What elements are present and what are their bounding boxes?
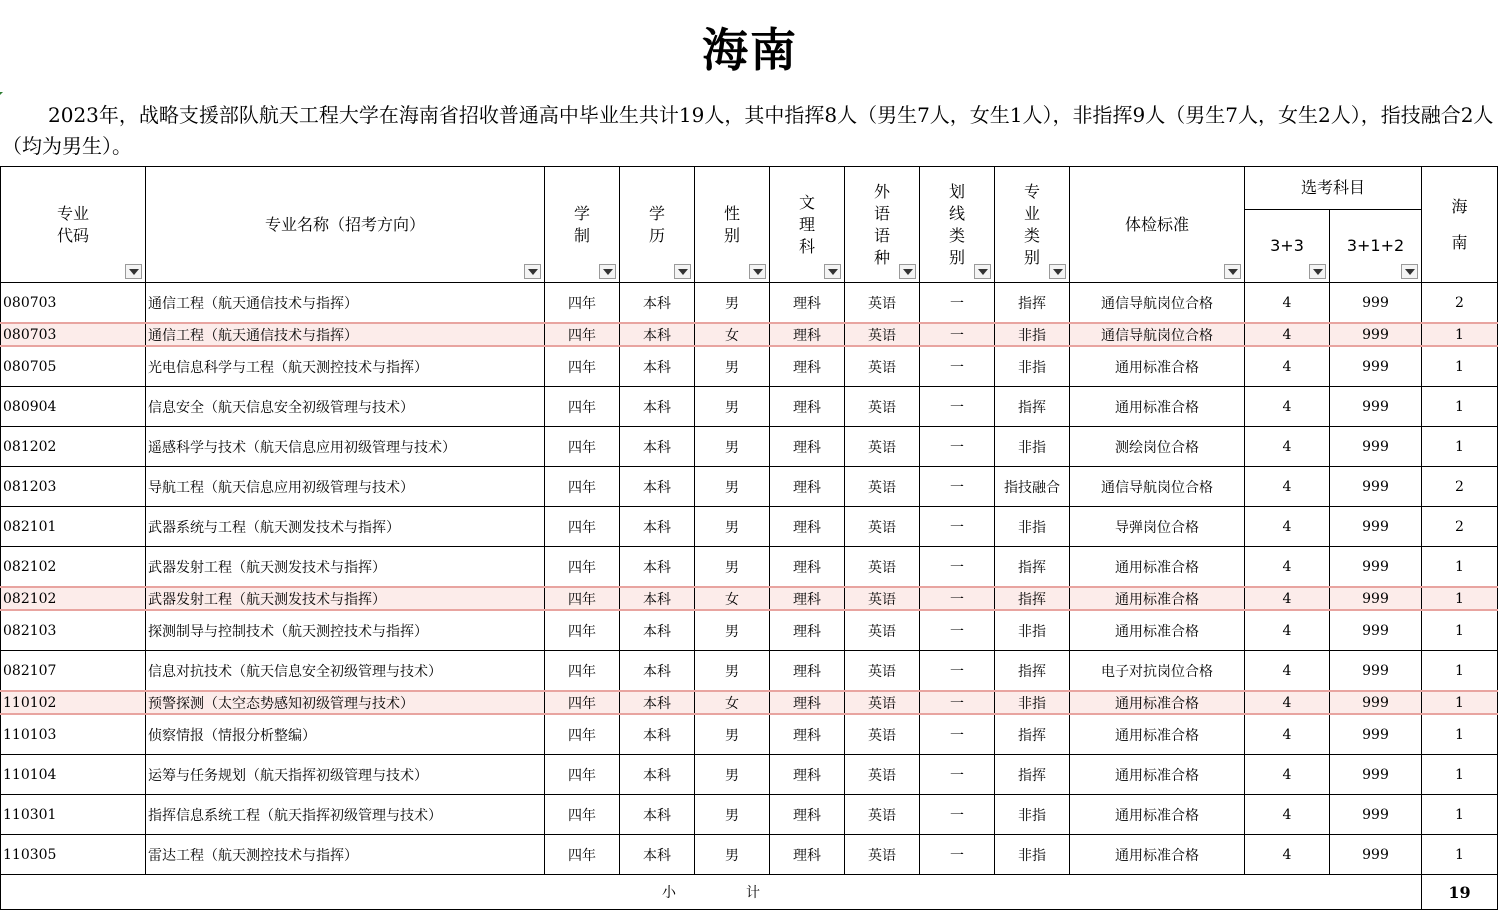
cell-major-code[interactable]: 110102 [1,691,146,714]
cell-major-type[interactable]: 非指 [995,427,1070,467]
table-row [1,283,1498,324]
cell-subject-33[interactable]: 4 [1245,714,1330,755]
cell-physical-standard[interactable]: 通用标准合格 [1070,346,1245,387]
cell-physical-standard[interactable]: 电子对抗岗位合格 [1070,651,1245,692]
cell-duration[interactable]: 四年 [545,651,620,692]
cell-subject-312[interactable]: 999 [1330,610,1422,651]
cell-gender[interactable]: 男 [695,387,770,427]
cell-physical-standard[interactable]: 通用标准合格 [1070,795,1245,835]
cell-subject-312[interactable]: 999 [1330,755,1422,795]
header-code: 专业 代码 [1,167,146,283]
cell-physical-standard[interactable]: 通用标准合格 [1070,587,1245,610]
filter-dropdown-icon[interactable] [749,264,766,279]
cell-gender[interactable]: 男 [695,610,770,651]
cell-major-code[interactable]: 110103 [1,714,146,755]
cell-major-code[interactable]: 110301 [1,795,146,835]
cell-language[interactable]: 英语 [845,795,920,835]
cell-degree[interactable]: 本科 [620,835,695,875]
cell-line-type[interactable]: 一 [920,795,995,835]
cell-physical-standard[interactable]: 通用标准合格 [1070,691,1245,714]
cell-line-type[interactable]: 一 [920,346,995,387]
cell-degree[interactable]: 本科 [620,387,695,427]
cell-quota[interactable]: 1 [1422,346,1498,387]
total-value: 19 [1422,875,1498,910]
total-label: 小计 [1,875,1422,910]
table-row [1,795,1498,835]
cell-physical-standard[interactable]: 通用标准合格 [1070,755,1245,795]
cell-physical-standard[interactable]: 通用标准合格 [1070,835,1245,875]
table-row [1,323,1498,346]
cell-subject-33[interactable]: 4 [1245,427,1330,467]
cell-degree[interactable]: 本科 [620,427,695,467]
cell-degree[interactable]: 本科 [620,587,695,610]
table-row [1,587,1498,610]
cell-subject-33[interactable]: 4 [1245,835,1330,875]
cell-language[interactable]: 英语 [845,587,920,610]
cell-major-type[interactable]: 非指 [995,323,1070,346]
cell-major-type[interactable]: 非指 [995,691,1070,714]
cell-line-type[interactable]: 一 [920,427,995,467]
cell-major-type[interactable]: 指挥 [995,714,1070,755]
table-row [1,691,1498,714]
cell-duration[interactable]: 四年 [545,691,620,714]
table-row [1,610,1498,651]
header-sub-33: 3+3 [1245,210,1330,283]
cell-arts-science[interactable]: 理科 [770,587,845,610]
table-row [1,714,1498,755]
cell-marker [0,92,3,95]
header-gender: 性 别 [695,167,770,283]
cell-major-code[interactable]: 082103 [1,610,146,651]
cell-line-type[interactable]: 一 [920,323,995,346]
table-row [1,507,1498,547]
cell-gender[interactable]: 男 [695,427,770,467]
cell-duration[interactable]: 四年 [545,610,620,651]
cell-line-type[interactable]: 一 [920,610,995,651]
intro-paragraph: 2023年，战略支援部队航天工程大学在海南省招收普通高中毕业生共计19人，其中指挥8人（男生7人，女生1人），非指挥9人（男生7人，女生2人），指技融合2人（均为男生）。 [2,103,1494,158]
header-line-type: 划 线 类 别 [920,167,995,283]
cell-major-code[interactable]: 081202 [1,427,146,467]
cell-quota[interactable]: 1 [1422,714,1498,755]
cell-quota[interactable]: 1 [1422,547,1498,588]
cell-major-name[interactable]: 武器发射工程（航天测发技术与指挥） [146,587,545,610]
admission-table [0,166,1498,910]
cell-language[interactable]: 英语 [845,651,920,692]
cell-duration[interactable]: 四年 [545,587,620,610]
cell-arts-science[interactable]: 理科 [770,610,845,651]
cell-major-code[interactable]: 080703 [1,323,146,346]
cell-gender[interactable]: 男 [695,714,770,755]
cell-major-code[interactable]: 082102 [1,587,146,610]
header-language: 外 语 语 种 [845,167,920,283]
cell-subject-33[interactable]: 4 [1245,346,1330,387]
cell-duration[interactable]: 四年 [545,467,620,507]
cell-arts-science[interactable]: 理科 [770,547,845,588]
cell-subject-33[interactable]: 4 [1245,323,1330,346]
cell-major-name[interactable]: 武器发射工程（航天测发技术与指挥） [146,547,545,588]
cell-gender[interactable]: 男 [695,835,770,875]
header-province: 海 南 [1422,167,1498,283]
cell-arts-science[interactable]: 理科 [770,691,845,714]
cell-line-type[interactable]: 一 [920,387,995,427]
cell-degree[interactable]: 本科 [620,323,695,346]
filter-dropdown-icon[interactable] [824,264,841,279]
cell-subject-312[interactable]: 999 [1330,387,1422,427]
cell-physical-standard[interactable]: 通信导航岗位合格 [1070,283,1245,324]
cell-physical-standard[interactable]: 通用标准合格 [1070,714,1245,755]
cell-major-type[interactable]: 指技融合 [995,467,1070,507]
filter-dropdown-icon[interactable] [899,264,916,279]
cell-subject-312[interactable]: 999 [1330,427,1422,467]
cell-physical-standard[interactable]: 通用标准合格 [1070,610,1245,651]
cell-gender[interactable]: 男 [695,283,770,324]
cell-major-type[interactable]: 指挥 [995,651,1070,692]
table-row [1,387,1498,427]
cell-subject-312[interactable]: 999 [1330,346,1422,387]
cell-major-code[interactable]: 080904 [1,387,146,427]
cell-arts-science[interactable]: 理科 [770,835,845,875]
filter-dropdown-icon[interactable] [524,264,541,279]
cell-degree[interactable]: 本科 [620,651,695,692]
cell-duration[interactable]: 四年 [545,346,620,387]
cell-arts-science[interactable]: 理科 [770,346,845,387]
cell-quota[interactable]: 1 [1422,387,1498,427]
cell-language[interactable]: 英语 [845,323,920,346]
cell-language[interactable]: 英语 [845,547,920,588]
header-name: 专业名称（招考方向） [146,167,545,283]
cell-degree[interactable]: 本科 [620,795,695,835]
cell-major-type[interactable]: 指挥 [995,387,1070,427]
cell-major-name[interactable]: 侦察情报（情报分析整编） [146,714,545,755]
cell-subject-312[interactable]: 999 [1330,691,1422,714]
cell-major-name[interactable]: 信息对抗技术（航天信息安全初级管理与技术） [146,651,545,692]
cell-degree[interactable]: 本科 [620,547,695,588]
header-physical: 体检标准 [1070,167,1245,283]
cell-subject-312[interactable]: 999 [1330,587,1422,610]
cell-degree[interactable]: 本科 [620,755,695,795]
cell-major-type[interactable]: 非指 [995,795,1070,835]
cell-degree[interactable]: 本科 [620,691,695,714]
filter-dropdown-icon[interactable] [1309,264,1326,279]
table-row [1,547,1498,588]
cell-gender[interactable]: 男 [695,467,770,507]
cell-major-code[interactable]: 080703 [1,283,146,324]
cell-major-type[interactable]: 指挥 [995,547,1070,588]
cell-subject-312[interactable]: 999 [1330,547,1422,588]
cell-major-type[interactable]: 指挥 [995,755,1070,795]
cell-degree[interactable]: 本科 [620,714,695,755]
cell-gender[interactable]: 女 [695,323,770,346]
cell-gender[interactable]: 男 [695,755,770,795]
cell-gender[interactable]: 女 [695,691,770,714]
cell-major-name[interactable]: 武器系统与工程（航天测发技术与指挥） [146,507,545,547]
header-sub-312: 3+1+2 [1330,210,1422,283]
cell-arts-science[interactable]: 理科 [770,427,845,467]
cell-duration[interactable]: 四年 [545,387,620,427]
cell-duration[interactable]: 四年 [545,323,620,346]
cell-subject-33[interactable]: 4 [1245,283,1330,324]
cell-gender[interactable]: 男 [695,795,770,835]
cell-major-name[interactable]: 运筹与任务规划（航天指挥初级管理与技术） [146,755,545,795]
cell-gender[interactable]: 男 [695,507,770,547]
cell-subject-33[interactable]: 4 [1245,587,1330,610]
cell-arts-science[interactable]: 理科 [770,323,845,346]
table-row [1,346,1498,387]
cell-major-code[interactable]: 110305 [1,835,146,875]
cell-quota[interactable]: 2 [1422,507,1498,547]
cell-subject-33[interactable]: 4 [1245,547,1330,588]
cell-arts-science[interactable]: 理科 [770,755,845,795]
filter-dropdown-icon[interactable] [974,264,991,279]
cell-subject-33[interactable]: 4 [1245,795,1330,835]
cell-subject-312[interactable]: 999 [1330,467,1422,507]
header-subjects: 选考科目 [1245,167,1422,210]
table-row [1,467,1498,507]
cell-line-type[interactable]: 一 [920,467,995,507]
cell-quota[interactable]: 1 [1422,755,1498,795]
cell-subject-312[interactable]: 999 [1330,283,1422,324]
cell-major-name[interactable]: 预警探测（太空态势感知初级管理与技术） [146,691,545,714]
filter-dropdown-icon[interactable] [1224,264,1241,279]
cell-line-type[interactable]: 一 [920,587,995,610]
cell-language[interactable]: 英语 [845,714,920,755]
cell-arts-science[interactable]: 理科 [770,507,845,547]
cell-subject-33[interactable]: 4 [1245,387,1330,427]
cell-duration[interactable]: 四年 [545,795,620,835]
cell-duration[interactable]: 四年 [545,283,620,324]
cell-major-code[interactable]: 081203 [1,467,146,507]
cell-major-type[interactable]: 指挥 [995,283,1070,324]
cell-duration[interactable]: 四年 [545,507,620,547]
cell-line-type[interactable]: 一 [920,714,995,755]
cell-quota[interactable]: 1 [1422,610,1498,651]
cell-physical-standard[interactable]: 通用标准合格 [1070,547,1245,588]
cell-subject-33[interactable]: 4 [1245,610,1330,651]
cell-arts-science[interactable]: 理科 [770,283,845,324]
cell-subject-33[interactable]: 4 [1245,507,1330,547]
cell-quota[interactable]: 2 [1422,283,1498,324]
cell-line-type[interactable]: 一 [920,547,995,588]
cell-language[interactable]: 英语 [845,346,920,387]
cell-degree[interactable]: 本科 [620,610,695,651]
cell-duration[interactable]: 四年 [545,427,620,467]
cell-language[interactable]: 英语 [845,507,920,547]
cell-physical-standard[interactable]: 通用标准合格 [1070,387,1245,427]
cell-subject-33[interactable]: 4 [1245,755,1330,795]
header-duration: 学 制 [545,167,620,283]
cell-gender[interactable]: 男 [695,547,770,588]
cell-gender[interactable]: 女 [695,587,770,610]
cell-duration[interactable]: 四年 [545,714,620,755]
cell-major-type[interactable]: 非指 [995,610,1070,651]
cell-subject-312[interactable]: 999 [1330,835,1422,875]
table-row [1,835,1498,875]
cell-major-name[interactable]: 通信工程（航天通信技术与指挥） [146,283,545,324]
filter-dropdown-icon[interactable] [125,264,142,279]
filter-dropdown-icon[interactable] [1049,264,1066,279]
page-title: 海南 [702,23,798,77]
cell-physical-standard[interactable]: 导弹岗位合格 [1070,507,1245,547]
cell-subject-33[interactable]: 4 [1245,467,1330,507]
cell-language[interactable]: 英语 [845,610,920,651]
header-degree: 学 历 [620,167,695,283]
cell-major-code[interactable]: 080705 [1,346,146,387]
total-row [1,875,1498,910]
cell-line-type[interactable]: 一 [920,755,995,795]
cell-arts-science[interactable]: 理科 [770,651,845,692]
cell-major-code[interactable]: 110104 [1,755,146,795]
cell-arts-science[interactable]: 理科 [770,387,845,427]
cell-gender[interactable]: 男 [695,651,770,692]
cell-subject-312[interactable]: 999 [1330,651,1422,692]
cell-major-name[interactable]: 导航工程（航天信息应用初级管理与技术） [146,467,545,507]
filter-dropdown-icon[interactable] [599,264,616,279]
cell-physical-standard[interactable]: 通信导航岗位合格 [1070,323,1245,346]
filter-dropdown-icon[interactable] [1401,264,1418,279]
cell-language[interactable]: 英语 [845,427,920,467]
cell-subject-33[interactable]: 4 [1245,691,1330,714]
table-body [1,283,1498,875]
cell-quota[interactable]: 2 [1422,467,1498,507]
cell-arts-science[interactable]: 理科 [770,795,845,835]
cell-major-code[interactable]: 082102 [1,547,146,588]
cell-subject-312[interactable]: 999 [1330,795,1422,835]
cell-subject-312[interactable]: 999 [1330,714,1422,755]
cell-major-code[interactable]: 082107 [1,651,146,692]
cell-physical-standard[interactable]: 通信导航岗位合格 [1070,467,1245,507]
cell-quota[interactable]: 1 [1422,795,1498,835]
cell-line-type[interactable]: 一 [920,691,995,714]
cell-language[interactable]: 英语 [845,835,920,875]
table-row [1,755,1498,795]
cell-major-name[interactable]: 通信工程（航天通信技术与指挥） [146,323,545,346]
cell-language[interactable]: 英语 [845,467,920,507]
cell-language[interactable]: 英语 [845,283,920,324]
cell-degree[interactable]: 本科 [620,507,695,547]
cell-line-type[interactable]: 一 [920,835,995,875]
cell-major-type[interactable]: 非指 [995,346,1070,387]
cell-duration[interactable]: 四年 [545,547,620,588]
cell-line-type[interactable]: 一 [920,507,995,547]
cell-major-name[interactable]: 光电信息科学与工程（航天测控技术与指挥） [146,346,545,387]
cell-line-type[interactable]: 一 [920,283,995,324]
cell-major-type[interactable]: 指挥 [995,587,1070,610]
cell-major-name[interactable]: 遥感科学与技术（航天信息应用初级管理与技术） [146,427,545,467]
cell-arts-science[interactable]: 理科 [770,714,845,755]
cell-quota[interactable]: 1 [1422,323,1498,346]
cell-quota[interactable]: 1 [1422,651,1498,692]
header-arts-science: 文 理 科 [770,167,845,283]
cell-quota[interactable]: 1 [1422,691,1498,714]
cell-language[interactable]: 英语 [845,691,920,714]
cell-language[interactable]: 英语 [845,387,920,427]
filter-dropdown-icon[interactable] [674,264,691,279]
cell-duration[interactable]: 四年 [545,835,620,875]
cell-quota[interactable]: 1 [1422,427,1498,467]
table-row [1,427,1498,467]
cell-language[interactable]: 英语 [845,755,920,795]
cell-line-type[interactable]: 一 [920,651,995,692]
cell-arts-science[interactable]: 理科 [770,467,845,507]
cell-major-type[interactable]: 非指 [995,507,1070,547]
cell-major-name[interactable]: 信息安全（航天信息安全初级管理与技术） [146,387,545,427]
cell-quota[interactable]: 1 [1422,835,1498,875]
cell-major-type[interactable]: 非指 [995,835,1070,875]
table-row [1,651,1498,692]
cell-gender[interactable]: 男 [695,346,770,387]
cell-major-name[interactable]: 探测制导与控制技术（航天测控技术与指挥） [146,610,545,651]
cell-subject-33[interactable]: 4 [1245,651,1330,692]
cell-degree[interactable]: 本科 [620,283,695,324]
cell-degree[interactable]: 本科 [620,467,695,507]
cell-subject-312[interactable]: 999 [1330,323,1422,346]
header-major-type: 专 业 类 别 [995,167,1070,283]
cell-physical-standard[interactable]: 测绘岗位合格 [1070,427,1245,467]
cell-major-name[interactable]: 指挥信息系统工程（航天指挥初级管理与技术） [146,795,545,835]
cell-degree[interactable]: 本科 [620,346,695,387]
cell-quota[interactable]: 1 [1422,587,1498,610]
cell-duration[interactable]: 四年 [545,755,620,795]
cell-subject-312[interactable]: 999 [1330,507,1422,547]
cell-major-code[interactable]: 082101 [1,507,146,547]
cell-major-name[interactable]: 雷达工程（航天测控技术与指挥） [146,835,545,875]
